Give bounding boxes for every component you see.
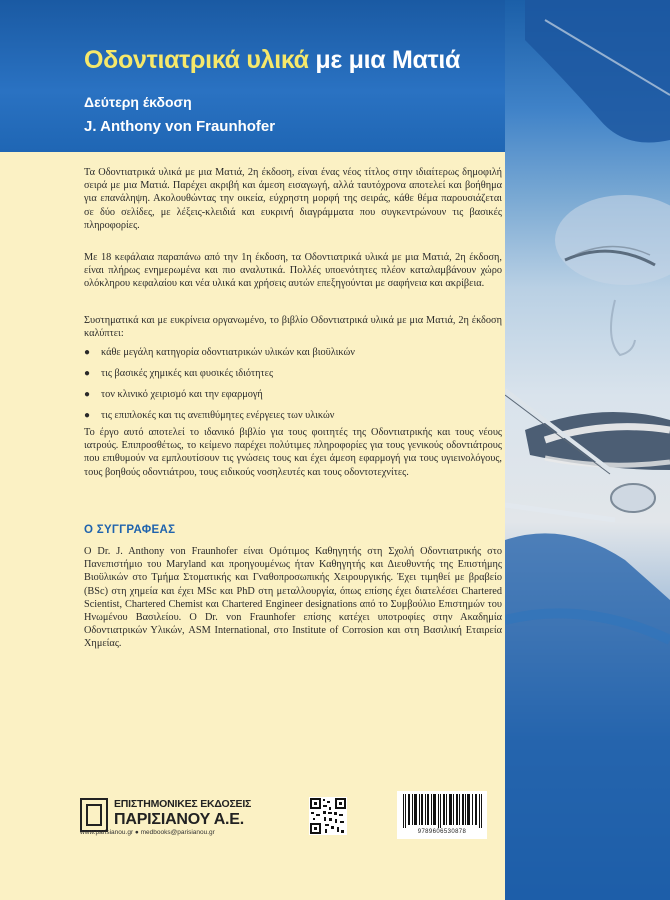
list-item [84,409,502,422]
publisher-emblem-icon [80,798,108,832]
book-title [84,46,460,75]
bullet-icon: ● [84,347,91,358]
bullet-icon: ● [84,389,91,400]
bullet-icon: ● [84,368,91,379]
description-paragraph-1: Τα Οδοντιατρικά υλικά με μια Ματιά, 2η έκδοση, είναι ένας νέος τίτλος στην ιδιαίτερως δημοφιλή σειρά με μια Ματιά. Παρέχει ακριβή και άμεση εισαγωγή, αλλά ταυτόχρονα αποτελεί και βοήθημα για επανάληψη. Ακολουθώντας την οικεία, εύχρηστη μορφή της σειράς, κάθε θέμα παρουσιάζεται σε δύο σελίδες, με λέξεις-κλειδιά και ευκρινή διαγράμματα που συγκεντρώνουν τις βασικές πληροφορίες. [84,167,502,231]
list-item [84,346,502,359]
publisher-contact: www.parisianou.gr ● medbooks@parisianou.gr [80,829,215,836]
qr-code-icon [309,797,347,835]
author-name: J. Anthony von Fraunhofer [84,118,276,135]
bullet-icon: ● [84,410,91,421]
description-paragraph-2: Με 18 κεφάλαια παραπάνω από την 1η έκδοση, τα Οδοντιατρικά υλικά με μια Ματιά, 2η έκδοση, είναι πλήρως ενημερωμένα και πιο αναλυτικά. Πολλές υποενότητες πλέον καταλαμβάνουν χώρο ολόκληρου κεφαλαίου και νέα υλικά και χρήσεις αυτών επεξηγούνται με σαφήνεια και ακρίβεια. [84,252,502,290]
isbn-barcode [397,791,487,839]
author-section-heading: Ο ΣΥΓΓΡΑΦΕΑΣ [84,524,176,536]
book-title-part2: με μια Ματιά [315,46,461,74]
list-item-text: κάθε μεγάλη κατηγορία οδοντιατρικών υλικών και βιοϋλικών [101,347,355,358]
topics-list [84,346,502,430]
description-paragraph-4: Το έργο αυτό αποτελεί το ιδανικό βιβλίο για τους φοιτητές της Οδοντιατρικής και τους νέους ιατρούς. Επιπροσθέτως, το κείμενο παρέχει πολύτιμες πληροφορίες για τους γενικούς οδοντιάτρους που επιθυμούν να εμπλουτίσουν τις γνώσεις τους και έχει άμεση εφαρμογή για τους υγιεινολόγους, τους βοηθούς οδοντιάτρου, τους ειδικούς νοσηλευτές και τους οδοντοτεχνίτες. [84,427,502,478]
list-item [84,367,502,380]
author-bio: O Dr. J. Anthony von Fraunhofer είναι Ομότιμος Καθηγητής στη Σχολή Οδοντιατρικής στο Πανεπιστήμιο του Maryland και προηγουμένως ήταν Καθηγητής και Διευθυντής της Επιστήμης Βιοϋλικών στο Τμήμα Στοματικής και Γναθοπροσωπικής Χειρουργικής. Έχει τιμηθεί με βραβείο (BSc) στη χημεία και έχει MSc και PhD στη μεταλλουργία, όπως επίσης έχει διατελέσει Chartered Scientist, Chartered Chemist και Chartered Engineer designations από το Συμβούλιο Επιστημών του Ηνωμένου Βασιλείου. O Dr. von Fraunhofer επίσης κατέχει υποτροφίες στην Ακαδημία Οδοντιατρικών Υλικών, ASM International, στο Institute of Corrosion και στη Βασιλική Εταιρεία Χημείας. [84,546,502,650]
publisher-line1: ΕΠΙΣΤΗΜΟΝΙΚΕΣ ΕΚΔΟΣΕΙΣ [114,798,252,810]
description-paragraph-3: Συστηματικά και με ευκρίνεια οργανωμένο, το βιβλίο Οδοντιατρικά υλικά με μια Ματιά, 2η έκδοση καλύπτει: [84,315,502,340]
edition-label: Δεύτερη έκδοση [84,94,192,110]
list-item-text: τις βασικές χημικές και φυσικές ιδιότητες [101,368,274,379]
book-title-part1: Οδοντιατρικά υλικά [84,46,309,74]
list-item-text: τον κλινικό χειρισμό και την εφαρμογή [101,389,263,400]
isbn-digits: 9789606530878 [417,829,467,835]
list-item-text: τις επιπλοκές και τις ανεπιθύμητες ενέργειες των υλικών [101,410,335,421]
publisher-line2: ΠΑΡΙΣΙΑΝΟΥ Α.Ε. [114,811,245,828]
dental-photo [505,0,670,900]
list-item [84,388,502,401]
